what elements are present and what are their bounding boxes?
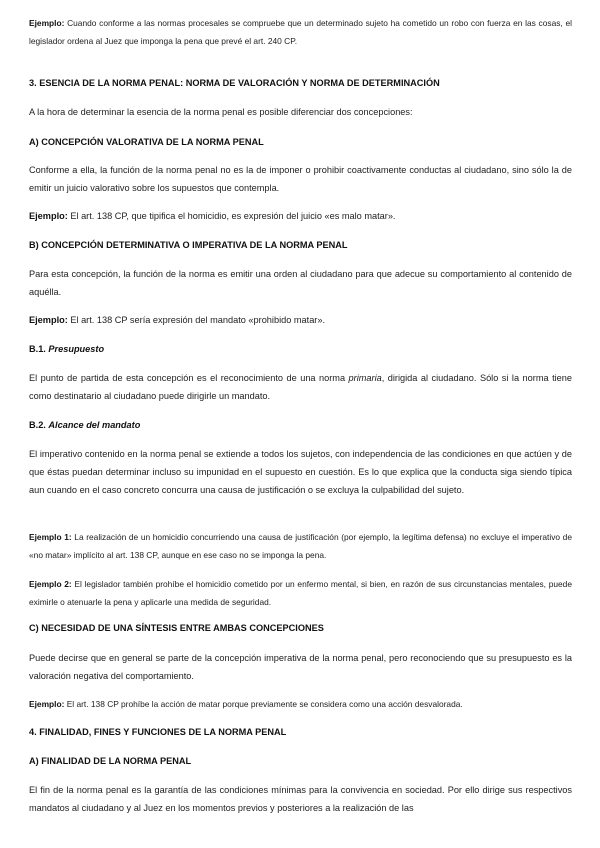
example-text: Cuando conforme a las normas procesales se compruebe que un determinado sujeto ha cometido un robo con fuerza en las cosas, el legislador ordena al Juez que imponga la pena que prevé el art. 240 CP. xyxy=(29,18,572,46)
paragraph-valorativa: Conforme a ella, la función de la norma penal no es la de imponer o prohibir coactivamente conductas al ciudadano, sino sólo la de emitir un juicio valorativo sobre los supuestos que contempla. xyxy=(29,165,572,193)
example-label: Ejemplo: xyxy=(29,18,65,28)
example-1 xyxy=(29,528,572,564)
subheading-number: B.2. xyxy=(29,420,49,430)
example-robo xyxy=(29,14,572,50)
example-label: Ejemplo: xyxy=(29,315,68,325)
example-text: El art. 138 CP sería expresión del mandato «prohibido matar». xyxy=(67,315,326,325)
example-label: Ejemplo: xyxy=(29,699,65,709)
heading-presupuesto xyxy=(29,340,572,358)
paragraph-text: El punto de partida de esta concepción es el reconocimiento de una norma xyxy=(29,373,349,383)
paragraph-determinativa: Para esta concepción, la función de la norma es emitir una orden al ciudadano para que adecue su comportamiento al contenido de aquélla. xyxy=(29,269,572,297)
paragraph-alcance: El imperativo contenido en la norma penal se extiende a todos los sujetos, con independencia de las condiciones en que actúen y de que éstas puedan determinar incluso su impunidad en el supuesto en cuestión. Es lo que explica que la conducta siga siendo típica aun cuando en el caso concreto concurra una causa de justificación o se excluya la culpabilidad del sujeto. xyxy=(29,449,572,495)
example-label: Ejemplo 1: xyxy=(29,532,72,542)
heading-finalidad: A) FINALIDAD DE LA NORMA PENAL xyxy=(29,756,192,766)
section-heading-4: 4. FINALIDAD, FINES Y FUNCIONES DE LA NORMA PENAL xyxy=(29,727,287,737)
paragraph-italic: primaria xyxy=(348,373,382,383)
subheading-title: Alcance del mandato xyxy=(48,420,141,430)
paragraph-sintesis: Puede decirse que en general se parte de la concepción imperativa de la norma penal, pero reconociendo que su presupuesto es la valoración negativa del comportamiento. xyxy=(29,653,572,681)
example-label: Ejemplo 2: xyxy=(29,579,72,589)
paragraph-intro: A la hora de determinar la esencia de la norma penal es posible diferenciar dos concepciones: xyxy=(29,107,413,117)
example-2 xyxy=(29,575,572,611)
example-sintesis xyxy=(29,695,572,713)
heading-determinativa: B) CONCEPCIÓN DETERMINATIVA O IMPERATIVA DE LA NORMA PENAL xyxy=(29,240,348,250)
example-text: El legislador también prohíbe el homicidio cometido por un enfermo mental, si bien, en razón de sus circunstancias mentales, puede eximirle o atenuarle la pena y aplicarle una medida de seguridad. xyxy=(29,579,572,607)
example-valorativa xyxy=(29,207,572,225)
section-heading-3: 3. ESENCIA DE LA NORMA PENAL: NORMA DE VALORACIÓN Y NORMA DE DETERMINACIÓN xyxy=(29,78,440,88)
example-text: El art. 138 CP prohíbe la acción de matar porque previamente se considera como una acción desvalorada. xyxy=(64,699,463,709)
subheading-number: B.1. xyxy=(29,344,49,354)
paragraph-text: , dirigida al ciudadano. Sólo si la norma tiene como destinatario al ciudadano puede dirigirle un mandato. xyxy=(29,373,573,401)
example-determinativa xyxy=(29,311,572,329)
example-text: La realización de un homicidio concurriendo una causa de justificación (por ejemplo, la legítima defensa) no excluye el imperativo de «no matar» implícito al art. 138 CP, aunque en ese caso no se imponga la pena. xyxy=(29,532,572,560)
subheading-title: Presupuesto xyxy=(48,344,105,354)
paragraph-finalidad: El fin de la norma penal es la garantía de las condiciones mínimas para la convivencia en sociedad. Por ello dirige sus respectivos mandatos al ciudadano y al Juez en los momentos previos y posteriores a la realización de las xyxy=(29,785,572,813)
example-label: Ejemplo: xyxy=(29,211,68,221)
example-text: El art. 138 CP, que tipifica el homicidio, es expresión del juicio «es malo matar». xyxy=(67,211,396,221)
paragraph-presupuesto xyxy=(29,369,572,405)
heading-alcance xyxy=(29,416,572,434)
heading-valorativa: A) CONCEPCIÓN VALORATIVA DE LA NORMA PENAL xyxy=(29,137,264,147)
heading-sintesis: C) NECESIDAD DE UNA SÍNTESIS ENTRE AMBAS CONCEPCIONES xyxy=(29,623,324,633)
